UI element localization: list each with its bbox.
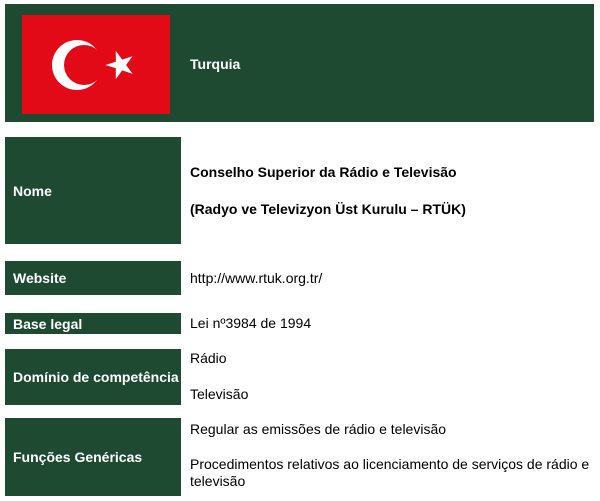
label-nome: Nome	[5, 137, 181, 244]
label-base-legal: Base legal	[5, 313, 181, 334]
label-dominio: Domínio de competência	[5, 349, 181, 405]
value-base-legal: Lei nº3984 de 1994	[190, 315, 312, 331]
value-dominio-item: Rádio	[190, 350, 227, 366]
turkey-flag-icon	[22, 15, 170, 114]
country-name: Turquia	[190, 56, 241, 72]
value-funcoes-item: Procedimentos relativos ao licenciamento de serviços de rádio e televisão	[190, 456, 590, 489]
label-website: Website	[5, 261, 181, 295]
value-nome-line2: (Radyo ve Televizyon Üst Kurulu – RTÜK)	[190, 201, 466, 217]
website-link[interactable]: http://www.rtuk.org.tr/	[190, 270, 323, 286]
value-nome-line1: Conselho Superior da Rádio e Televisão	[190, 164, 457, 180]
value-funcoes-item: Regular as emissões de rádio e televisão	[190, 421, 447, 437]
country-header	[5, 4, 594, 122]
label-funcoes: Funções Genéricas	[5, 418, 181, 496]
value-dominio-item: Televisão	[190, 386, 249, 402]
